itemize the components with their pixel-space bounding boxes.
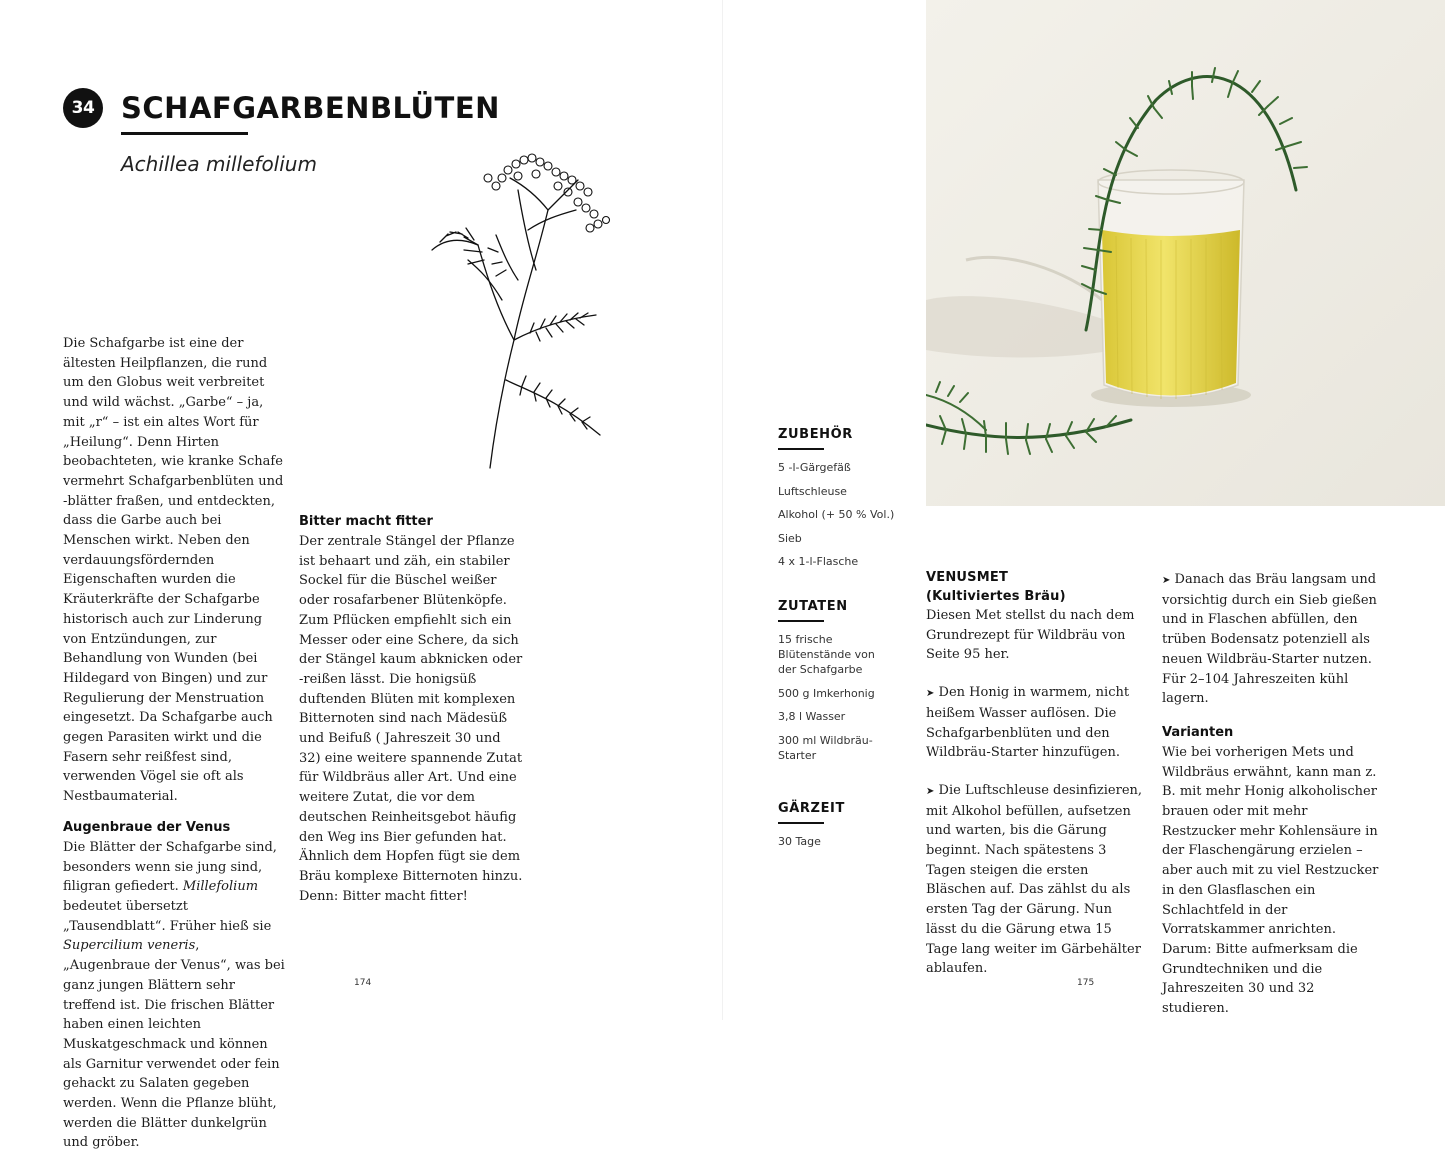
title-underline xyxy=(121,132,248,135)
heading-bitter: Bitter macht fitter xyxy=(299,514,433,529)
recipe-subtitle: (Kultiviertes Bräu) xyxy=(926,589,1066,604)
zubehoer-heading: ZUBEHÖR xyxy=(778,427,853,442)
latin-name: Achillea millefolium xyxy=(121,152,317,176)
zubehoer-rule xyxy=(778,448,824,450)
list-item: 30 Tage xyxy=(778,835,821,848)
chapter-title: SCHAFGARBENBLÜTEN xyxy=(121,91,500,125)
recipe-step-1: ➤ Den Honig in warmem, nicht heißem Wasser auflösen. Die Schafgarbenblüten und den Wildbräu-Starter hinzufügen. xyxy=(926,685,1130,761)
recipe-column-2 xyxy=(1162,570,1384,1019)
list-item: Luftschleuse xyxy=(778,484,847,498)
left-page xyxy=(0,0,722,1151)
list-item: Sieb xyxy=(778,531,802,545)
left-column-2 xyxy=(299,512,523,906)
gaerzeit-section xyxy=(778,801,845,858)
gaerzeit-rule xyxy=(778,822,824,824)
list-item: Alkohol (+ 50 % Vol.) xyxy=(778,508,895,521)
gaerzeit-heading: GÄRZEIT xyxy=(778,801,845,816)
recipe-title: VENUSMET xyxy=(926,570,1009,585)
heading-varianten: Varianten xyxy=(1162,724,1234,740)
yarrow-illustration xyxy=(418,150,614,470)
recipe-step-3: ➤ Danach das Bräu langsam und vorsichtig durch ein Sieb gießen und in Flaschen abfüllen, den trüben Bodensatz potenziell als neuen Wildbräu-Starter nutzen. Für 2–104 Jahreszeiten kühl lagern. xyxy=(1162,572,1377,707)
zutaten-heading: ZUTATEN xyxy=(778,599,848,614)
list-item: 4 x 1-l-Flasche xyxy=(778,555,859,568)
arrow-icon: ➤ xyxy=(926,785,935,797)
bitter-paragraph: Der zentrale Stängel der Pflanze ist behaart und zäh, ein stabiler Sockel für die Büschel weißer oder rosafarbener Blütenköpfe. Zum Pflücken empfiehlt sich ein Messer oder eine Schere, da sich der Stängel kaum abknicken oder -reißen lässt. Die honigsüß duftenden Blüten mit komplexen Bitternoten sind nach Mädesüß und Beifuß ( Jahreszeit 30 und 32) eine weitere spannende Zutat für Wildbräus aller Art. Und eine weitere Zutat, die vor dem deutschen Reinheitsgebot häufig den Weg ins Bier gefunden hat. Ähnlich dem Hopfen fügt sie dem Bräu komplexe Bitternoten hinzu. Denn: Bitter macht fitter! xyxy=(299,534,523,904)
chapter-number-badge: 34 xyxy=(63,88,103,128)
varianten-paragraph: Wie bei vorherigen Mets und Wildbräus erwähnt, kann man z. B. mit mehr Honig alkoholischer brauen oder mit mehr Restzucker mehr Kohlensäure in der Flaschengärung erzielen – aber auch mit zu viel Restzucker in den Glasflaschen ein Schlachtfeld in der Vorratskammer anrichten. Darum: Bitte aufmerksam die Grundtechniken und die Jahreszeiten 30 und 32 studieren. xyxy=(1162,744,1379,1017)
recipe-column-1 xyxy=(926,568,1144,979)
recipe-step-2: ➤ Die Luftschleuse desinfizieren, mit Alkohol befüllen, aufsetzen und warten, bis die Gärung beginnt. Nach spätestens 3 Tagen steigen die ersten Bläschen auf. Das zählst du als ersten Tag der Gärung. Nun lässt du die Gärung etwa 15 Tage lang weiter im Gärbehälter ablaufen. xyxy=(926,782,1143,977)
list-item: 500 g Imkerhonig xyxy=(778,686,875,700)
drink-photo xyxy=(926,0,1445,506)
list-item: 5 -l-Gärgefäß xyxy=(778,461,851,474)
intro-paragraph: Die Schafgarbe ist eine der ältesten Heilpflanzen, die rund um den Globus weit verbreitet und wild wächst. „Garbe“ – ja, mit „r“ – ist ein altes Wort für „Heilung“. Denn Hirten beobachteten, wie kranke Schafe vermehrt Schafgarbenblüten und -blätter fraßen, und entdeckten, dass die Garbe auch bei Menschen wirkt. Neben den verdauungsfördernden Eigenschaften wurden die Kräuterkräfte der Schafgarbe historisch auch zur Linderung von Entzündungen, zur Behandlung von Wunden (bei Hildegard von Bingen) und zur Regulierung der Menstruation eingesetzt. Da Schafgarbe auch gegen Parasiten wirkt und die Fasern sehr reißfest sind, verwenden Vögel sie oft als Nestbaumaterial. xyxy=(63,336,284,805)
heading-augenbraue: Augenbraue der Venus xyxy=(63,819,231,835)
page-number-left: 174 xyxy=(354,978,372,988)
recipe-intro: Diesen Met stellst du nach dem Grundrezept für Wildbräu von Seite 95 her. xyxy=(926,608,1135,663)
left-column-1 xyxy=(63,334,285,1153)
venus-paragraph: Die Blätter der Schafgarbe sind, besonders wenn sie jung sind, filigran gefiedert. Millefolium bedeutet übersetzt „Tausendblatt“. Früher hieß sie Supercilium veneris, „Augenbraue der Venus“, was bei ganz jungen Blättern sehr treffend ist. Die frischen Blätter haben einen leichten Muskatgeschmack und können als Garnitur verwendet oder fein gehackt zu Salaten gegeben werden. Wenn die Pflanze blüht, werden die Blätter dunkelgrün und gröber. xyxy=(63,839,285,1151)
list-item: 15 frische Blütenstände von der Schafgarbe xyxy=(778,633,875,676)
arrow-icon: ➤ xyxy=(1162,575,1171,586)
zutaten-rule xyxy=(778,620,824,622)
zutaten-section xyxy=(778,599,878,771)
arrow-icon: ➤ xyxy=(926,688,935,700)
zubehoer-section xyxy=(778,427,894,578)
page-number-right: 175 xyxy=(1077,978,1095,988)
list-item: 300 ml Wildbräu-Starter xyxy=(778,733,873,762)
list-item: 3,8 l Wasser xyxy=(778,710,846,723)
